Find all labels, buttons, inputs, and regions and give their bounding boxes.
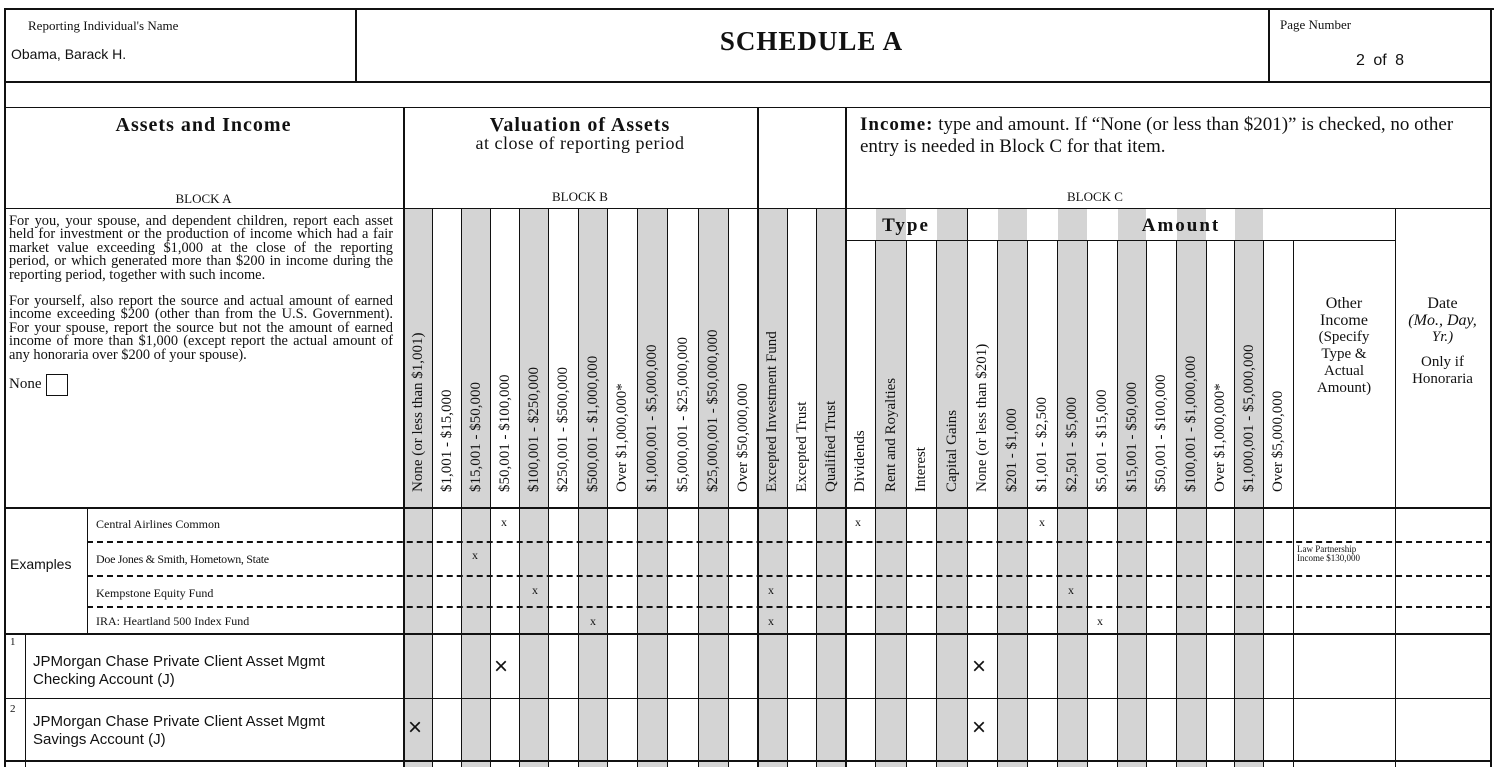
column-header: None (or less than $1,001) [409,332,426,492]
block-a-instructions [9,215,393,396]
example-mark: x [768,614,774,628]
entry-name-line: JPMorgan Chase Private Client Asset Mgmt [33,653,325,670]
block-b-heading: Valuation of Assets [489,114,671,136]
entry-number: 2 [10,703,16,715]
other-income-heading [1293,295,1395,397]
column-divider [667,208,668,767]
block-a-none-row [9,374,393,396]
example-row-name: IRA: Heartland 500 Index Fund [96,614,250,628]
column-divider [461,208,462,767]
block-b-label: BLOCK B [552,189,608,204]
page-number-value: 2 of 8 [1356,52,1405,69]
other-income-line: Other [1325,295,1363,312]
column-divider [906,240,907,767]
entry-mark: × [972,714,987,741]
page-number-label: Page Number [1280,17,1352,32]
column-header: $100,001 - $1,000,000 [1183,355,1199,492]
column-header: $1,001 - $2,500 [1034,397,1050,492]
example-other-line: Income $130,000 [1297,553,1360,563]
column-header: Capital Gains [943,409,960,492]
date-line: Only if [1421,354,1464,370]
other-income-line: Type & [1321,346,1367,362]
column-header: $50,001 - $100,000 [496,374,513,492]
column-header: $1,000,001 - $5,000,000 [644,344,660,492]
date-line: Honoraria [1412,371,1473,387]
entry-mark: × [408,714,423,741]
column-divider [490,208,491,767]
example-mark: x [1039,515,1045,529]
amount-heading: Amount [1141,215,1221,236]
entry-name [33,713,325,749]
column-header: $25,000,001 - $50,000,000 [705,329,721,492]
example-mark: x [855,515,861,529]
example-mark: x [590,614,596,628]
reporting-name-label: Reporting Individual's Name [28,18,179,33]
column-divider [1176,240,1177,767]
date-heading [1395,295,1490,388]
other-income-line: Income [1320,312,1368,329]
example-row-name: Doe Jones & Smith, Hometown, State [96,552,269,566]
block-c-heading-text: type and amount. If “None (or less than $201)” is checked, no other entry is needed in Block C for that item. [860,114,1454,157]
block-b-subheading: at close of reporting period [475,133,685,153]
block-a-none-label: None [9,376,42,393]
column-divider [816,208,817,767]
column-header: $250,001 - $500,000 [555,367,571,492]
column-header: Qualified Trust [822,400,839,492]
block-a-para1: For you, your spouse, and dependent children, report each asset held for investment or the production of income which had a fair market value exceeding $1,000 at the close of the reporting period, or which generated more than $200 in income during the reporting period, together with such income. [9,213,393,283]
example-row-name: Kempstone Equity Fund [96,586,214,600]
column-header: None (or less than $201) [974,343,990,492]
column-header: $2,501 - $5,000 [1064,397,1080,492]
date-line: Yr.) [1431,329,1454,345]
example-mark: x [472,548,478,562]
column-header: Over $1,000,000* [614,383,630,492]
column-header: Rent and Royalties [882,377,899,492]
entry-name-line: JPMorgan Chase Private Client Asset Mgmt [33,713,325,730]
entry-number: 1 [10,636,16,648]
column-divider [607,208,608,767]
page-title: SCHEDULE A [719,26,904,56]
column-divider [1117,240,1118,767]
column-header: $50,001 - $100,000 [1153,374,1169,492]
column-divider [875,240,876,767]
column-divider [548,208,549,767]
column-divider [1234,240,1235,767]
column-divider [1293,240,1294,767]
block-c-heading-bold: Income: [860,114,934,135]
column-divider [1206,240,1207,767]
entry-mark: × [494,653,509,680]
other-income-line: Actual [1324,363,1364,379]
none-checkbox[interactable] [46,374,68,396]
column-header: Excepted Investment Fund [764,331,780,492]
block-a-label: BLOCK A [175,191,232,206]
entry-name [33,653,325,689]
example-row-name: Central Airlines Common [96,517,220,531]
column-header: Dividends [852,430,868,492]
column-header: Interest [913,447,929,492]
column-divider [698,208,699,767]
examples-label: Examples [10,556,72,572]
block-c-label: BLOCK C [1067,189,1123,204]
example-mark: x [501,515,507,529]
column-header: $100,001 - $250,000 [525,367,542,492]
column-header: $1,001 - $15,000 [438,389,455,492]
block-a-para2: For yourself, also report the source and actual amount of earned income exceeding $200 (other than from the U.S. Government). For your spouse, report the source but not the amount of earned income of more than $1,000 (except report the actual amount of any honoraria over $200 of your spouse). [9,293,393,363]
column-divider [936,240,937,767]
column-header: $500,001 - $1,000,000 [584,355,601,492]
column-divider [1057,240,1058,767]
column-header: $201 - $1,000 [1004,408,1020,492]
column-header: $5,000,001 - $25,000,000 [674,337,691,492]
column-divider [1087,240,1088,767]
reporting-name-value: Obama, Barack H. [11,46,127,62]
example-other-income [1297,545,1360,563]
column-header: Over $50,000,000 [734,383,751,492]
column-header: Excepted Trust [793,401,810,492]
column-header: Over $5,000,000 [1270,390,1286,492]
column-divider [519,208,520,767]
column-header: $15,001 - $50,000 [1123,382,1140,492]
column-header: $1,000,001 - $5,000,000 [1240,344,1257,492]
entry-name-line: Checking Account (J) [33,671,175,688]
example-mark: x [1097,614,1103,628]
column-divider [787,208,788,767]
example-mark: x [532,583,538,597]
example-mark: x [1068,583,1074,597]
column-divider [578,208,579,767]
entry-mark: × [972,653,987,680]
example-mark: x [768,583,774,597]
column-divider [637,208,638,767]
entry-name-line: Savings Account (J) [33,731,166,748]
column-divider [997,240,998,767]
example-other-line: Law Partnership [1297,544,1357,554]
block-a-heading: Assets and Income [115,114,292,136]
column-divider [1146,240,1147,767]
column-header: $5,001 - $15,000 [1094,389,1110,492]
other-income-line: Amount) [1316,380,1372,396]
other-income-line: (Specify [1318,329,1370,345]
column-divider [1263,240,1264,767]
column-divider [728,208,729,767]
column-divider [1027,240,1028,767]
date-line: (Mo., Day, [1408,312,1477,329]
column-header: Over $1,000,000* [1212,383,1228,492]
column-divider [432,208,433,767]
type-heading: Type [882,215,930,236]
date-line [1395,346,1490,354]
block-c-heading [860,114,1480,158]
date-line: Date [1427,295,1458,312]
column-header: $15,001 - $50,000 [467,382,484,492]
